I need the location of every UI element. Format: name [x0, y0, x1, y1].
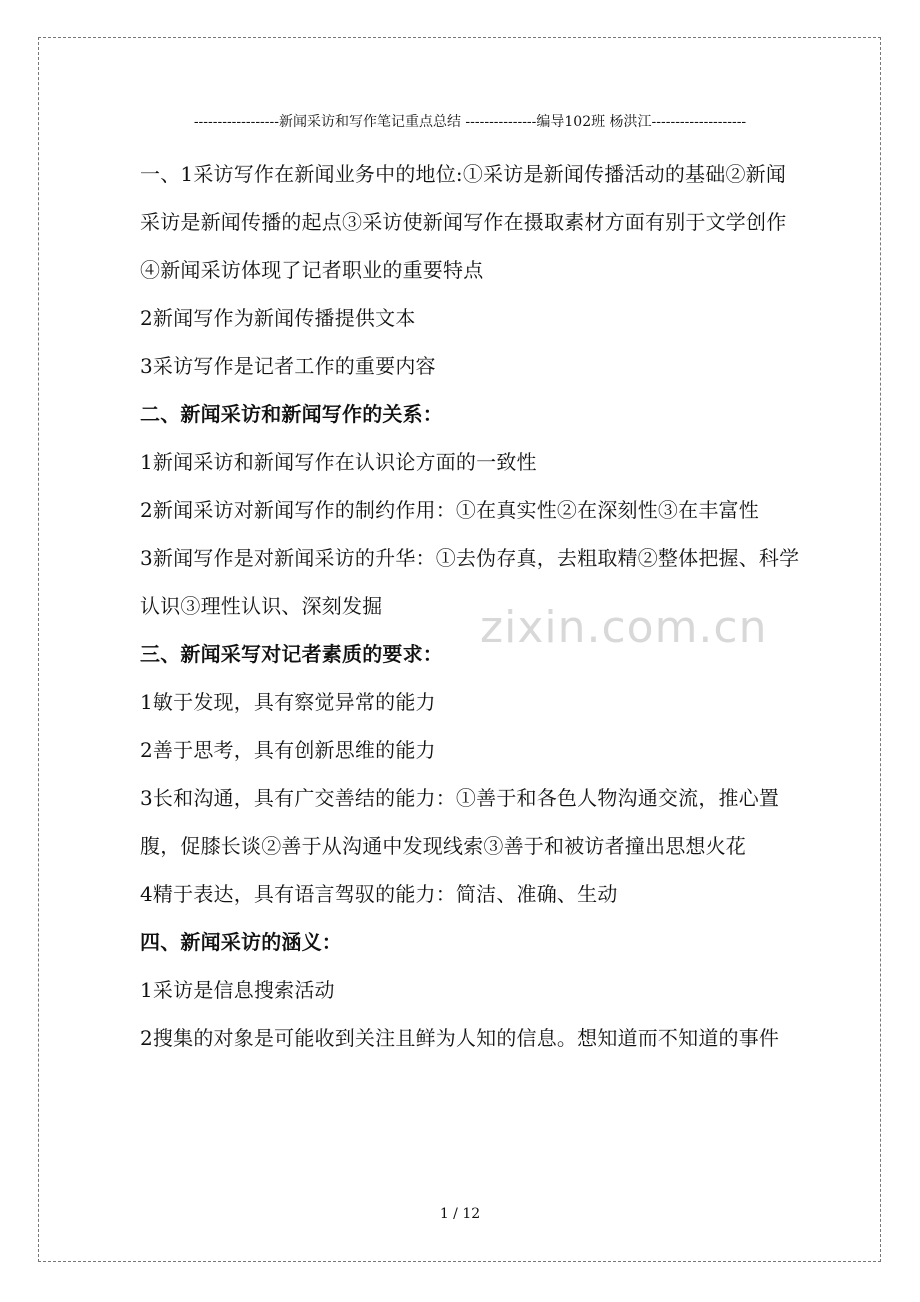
paragraph-8: 2善于思考，具有创新思维的能力: [140, 738, 436, 762]
document-body: [140, 112, 800, 1062]
paragraph-6: 3新闻写作是对新闻采访的升华：①去伪存真，去粗取精②整体把握、科学认识③理性认识、深刻发掘: [140, 546, 800, 618]
paragraph-10: 4精于表达，具有语言驾驭的能力：简洁、准确、生动: [140, 882, 618, 906]
paragraph-11: 1采访是信息搜索活动: [140, 978, 335, 1002]
page-number: 1 / 12: [439, 1206, 481, 1222]
paragraph-9: 3长和沟通，具有广交善结的能力：①善于和各色人物沟通交流，推心置腹，促膝长谈②善于从沟通中发现线索③善于和被访者撞出思想火花: [140, 786, 780, 858]
section-heading-4: 四、新闻采访的涵义：: [140, 930, 342, 954]
paragraph-1: 一、1采访写作在新闻业务中的地位:①采访是新闻传播活动的基础②新闻采访是新闻传播的起点③采访使新闻写作在摄取素材方面有别于文学创作④新闻采访体现了记者职业的重要特点: [140, 162, 787, 282]
document-header: ------------------新闻采访和写作笔记重点总结 ---------------编导102班 杨洪江--------------------: [193, 114, 747, 130]
watermark: zixin.com.cn: [480, 602, 768, 653]
section-heading-2: 二、新闻采访和新闻写作的关系：: [140, 402, 443, 426]
paragraph-4: 1新闻采访和新闻写作在认识论方面的一致性: [140, 450, 537, 474]
paragraph-3: 3采访写作是记者工作的重要内容: [140, 354, 436, 378]
paragraph-7: 1敏于发现，具有察觉异常的能力: [140, 690, 436, 714]
section-heading-3: 三、新闻采写对记者素质的要求：: [140, 642, 443, 666]
paragraph-12: 2搜集的对象是可能收到关注且鲜为人知的信息。想知道而不知道的事件: [140, 1026, 780, 1050]
paragraph-5: 2新闻采访对新闻写作的制约作用：①在真实性②在深刻性③在丰富性: [140, 498, 759, 522]
paragraph-2: 2新闻写作为新闻传播提供文本: [140, 306, 416, 330]
